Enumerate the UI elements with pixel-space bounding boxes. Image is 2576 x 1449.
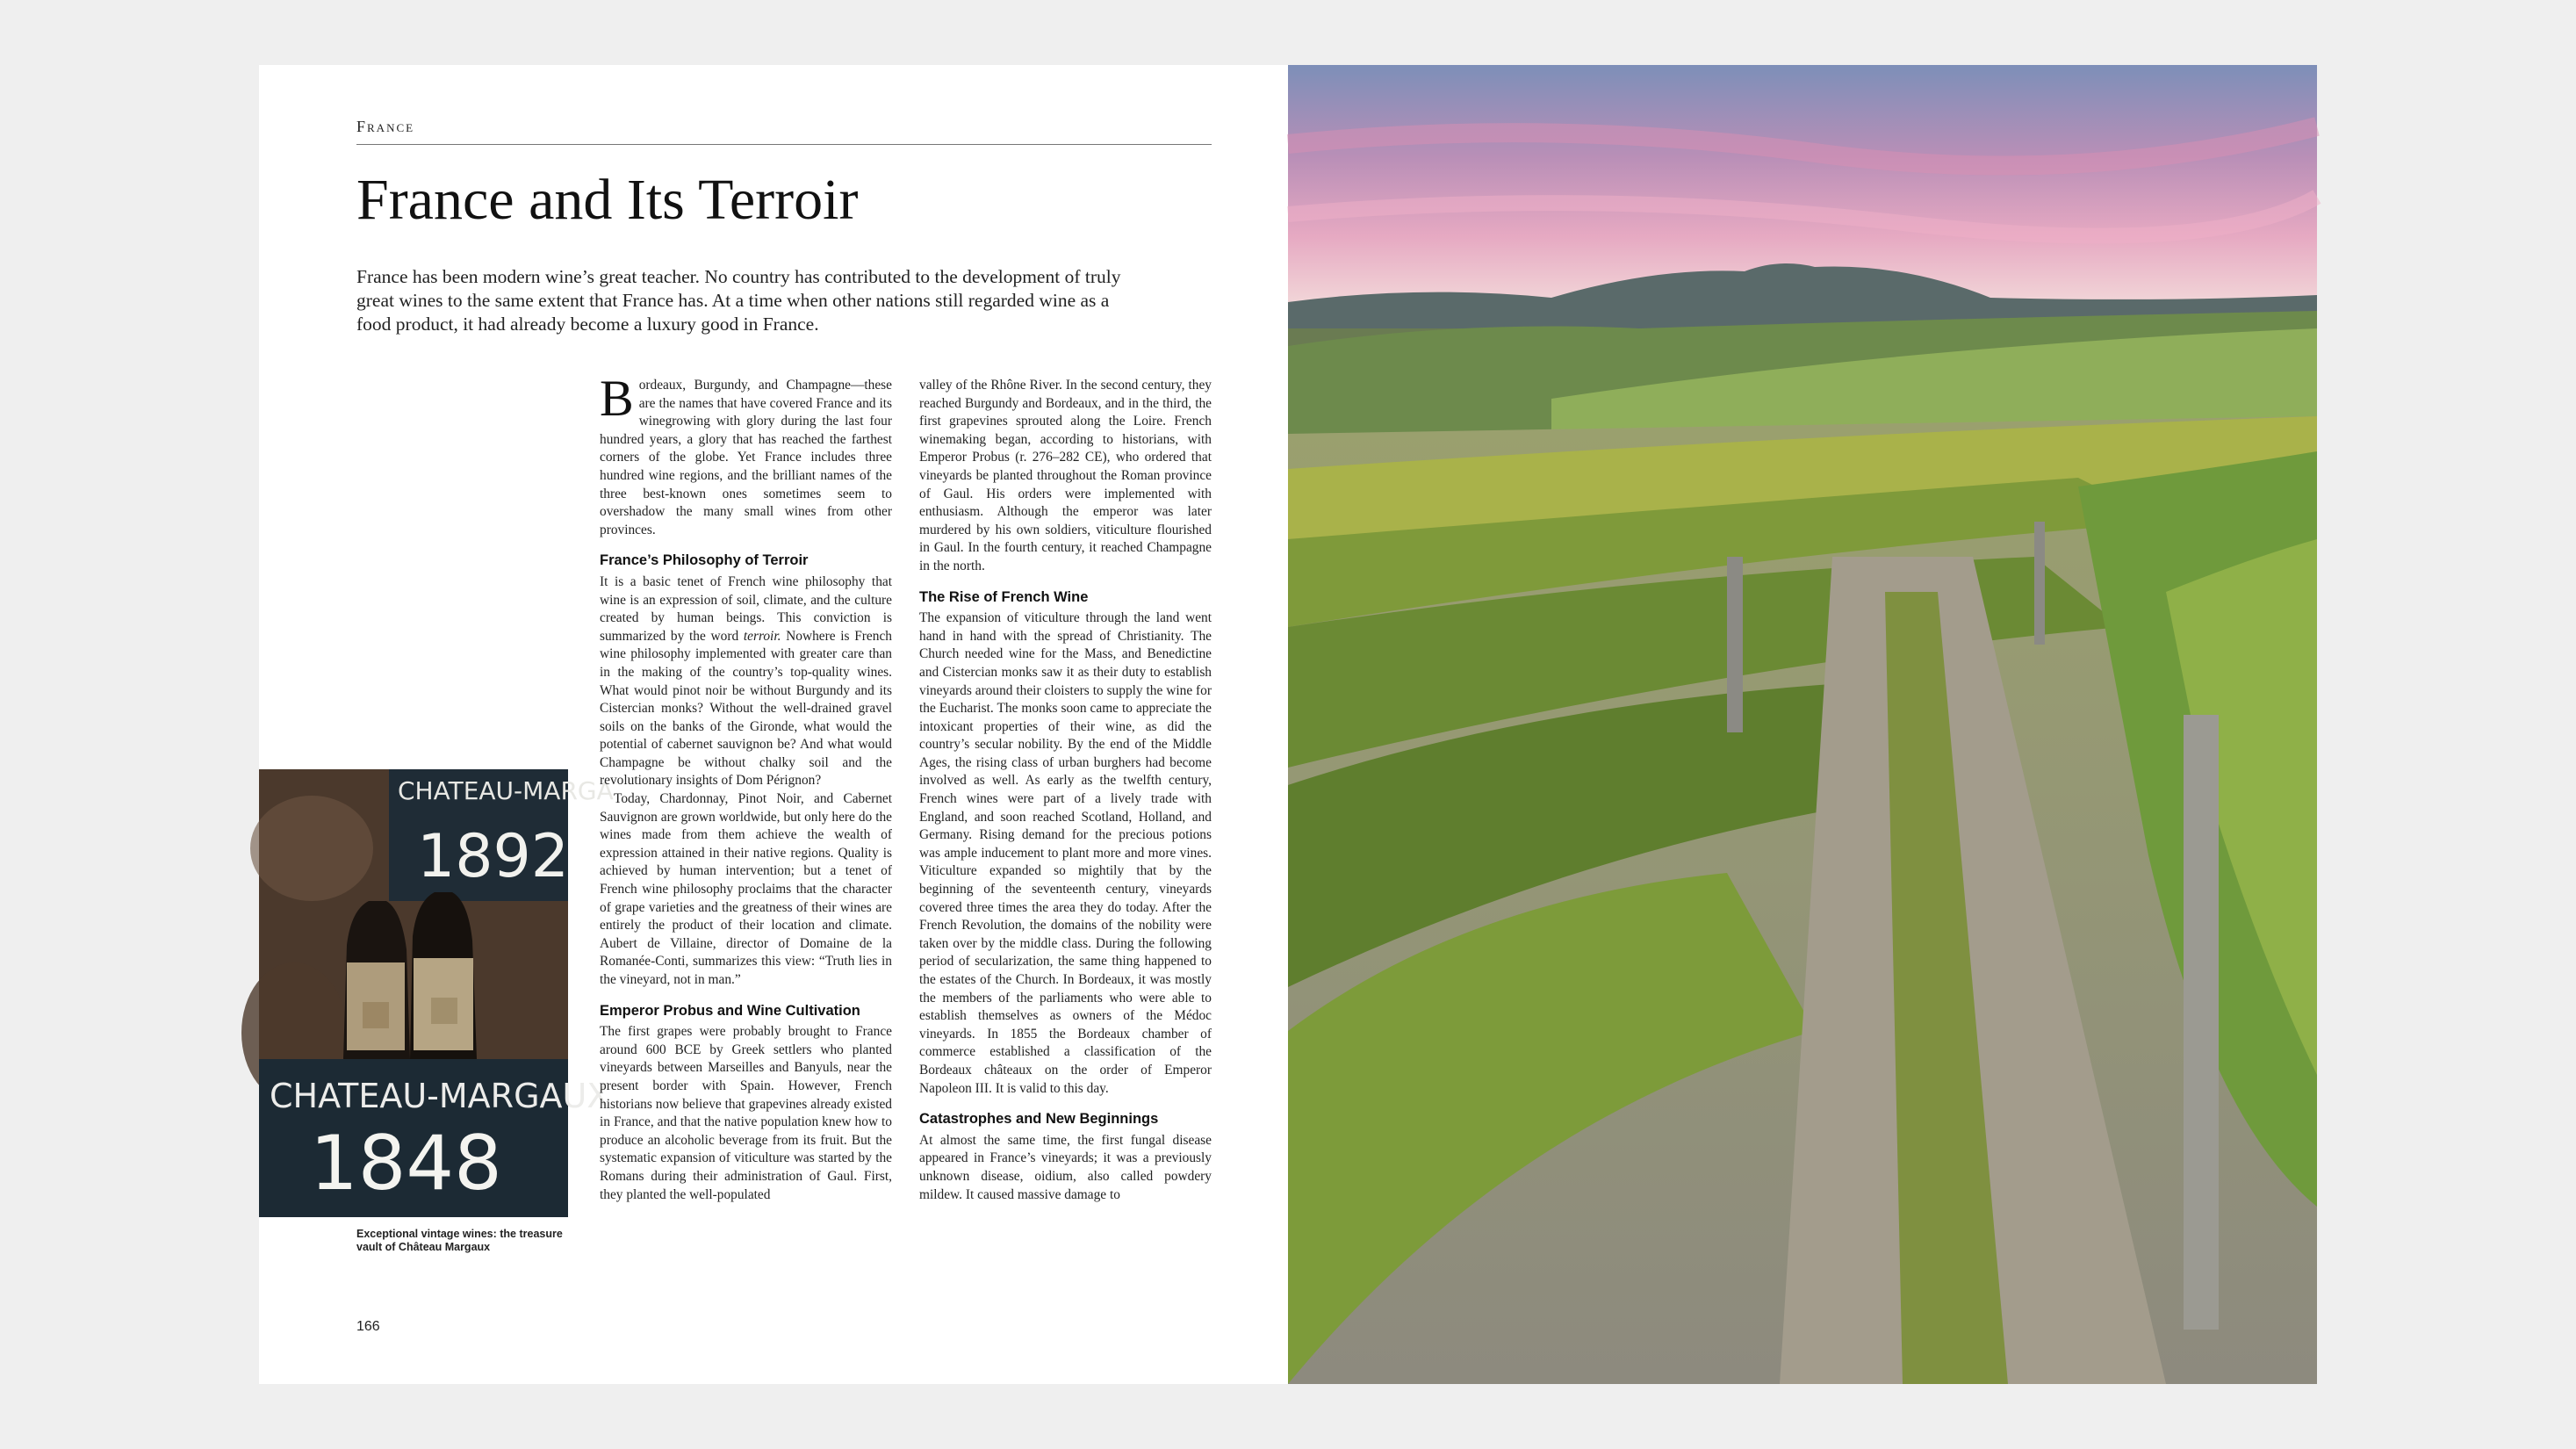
- col1-paragraph-4: The first grapes were probably brought to France around 600 BCE by Greek settlers who planted vineyards between Marseilles and Banyuls, near the present border with Spain. However, French historians now believe that grapevines already existed in France, and that the native population knew how to produce an alcoholic beverage from its fruit. But the systematic expansion of viticulture was started by the Romans during their administration of Gaul. First, they planted the well-populated: [600, 1024, 892, 1202]
- page-number: 166: [356, 1319, 380, 1334]
- header-rule: [356, 144, 1212, 145]
- col2-heading-2: Catastrophes and New Beginnings: [919, 1111, 1159, 1128]
- col2-paragraph-2: The expansion of viticulture through the land went hand in hand with the spread of Christianity. The Church needed wine for the Mass, and Benedictine and Cistercian monks saw it as their duty to establish vineyards around their cloisters to supply the wine for the Eucharist. The monks soon came to appreciate the intoxicant properties of their wine, as did the country’s secular nobility. By the end of the Middle Ages, the rising class of urban burghers had become involved as well. As early as the twelfth century, French wines were part of a lively trade with England, and soon reached Scotland, Holland, and Germany. Rising demand for the precious potions was ample inducement to plant more and more vines. Viticulture expanded so mightily that by the beginning of the seventeenth century, vineyards covered three times the area they do today. After the French Revolution, the domains of the nobility were taken over by the middle class. During the following period of secularization, the same thing happened to the estates of the Church. In Bordeaux, it was mostly the members of the parliaments who were able to establish themselves as owners of the Médoc vineyards. In 1855 the Bordeaux chamber of commerce established a classification of the Bordeaux châteaux on the order of Emperor Napoleon III. It is valid to this day.: [919, 610, 1212, 1096]
- col2-paragraph-3: At almost the same time, the first fungal disease appeared in France’s vineyards; it was a previously unknown disease, oidium, also called powdery mildew. It caused massive damage to: [919, 1132, 1212, 1202]
- col1-heading-2: Emperor Probus and Wine Cultivation: [600, 1002, 860, 1019]
- col2-heading-1: The Rise of French Wine: [919, 588, 1089, 605]
- year-bottom-text: 1848: [310, 1120, 502, 1208]
- drop-cap: B: [600, 370, 634, 427]
- left-page: [259, 65, 1288, 1384]
- label-top-text: CHATEAU-MARGA: [398, 776, 614, 805]
- photo-caption: Exceptional vintage wines: the treasure vault of Château Margaux: [356, 1228, 563, 1253]
- col1-paragraph-2: It is a basic tenet of French wine philosophy that wine is an expression of soil, climate, and the culture created by human beings. This conviction is summarized by the word terroir. Nowhere is French wine philosophy implemented with greater care than in the making of the country’s top-quality wines. What would pinot noir be without Burgundy and its Cistercian monks? Without the well-drained gravel soils on the banks of the Gironde, what would the potential of cabernet sauvignon be? And what would Champagne be without chalky soil and the revolutionary insights of Dom Pérignon?: [600, 573, 892, 789]
- section-label: France: [356, 118, 415, 135]
- lead-paragraph: France has been modern wine’s great teacher. No country has contributed to the development of truly great wines to the same extent that France has. At a time when other nations still regarded wine as a food product, it had already become a luxury good in France.: [356, 266, 1121, 335]
- col2-paragraph-1: valley of the Rhône River. In the second century, they reached Burgundy and Bordeaux, and in the third, the first grapevines sprouted along the Loire. French winemaking began, according to historians, with Emperor Probus (r. 276–282 CE), who ordered that vineyards be planted throughout the Roman province of Gaul. His orders were implemented with enthusiasm. Although the emperor was later murdered by his own soldiers, viticulture flourished in Gaul. In the fourth century, it reached Champagne in the north.: [919, 378, 1212, 573]
- vintage-bottles-photo: [259, 769, 614, 1217]
- col1-paragraph-3: Today, Chardonnay, Pinot Noir, and Cabernet Sauvignon are grown worldwide, but only here do the wines made from them achieve the wealth of expression attained in their native regions. Quality is achieved by human intervention; but a tenet of French wine philosophy proclaims that the character of grape varieties and the greatness of their wines are entirely the product of their location and climate. Aubert de Villaine, director of Domaine de la Romanée-Conti, summarizes this view: “Truth lies in the vineyard, not in man.”: [600, 791, 892, 987]
- col1-heading-1: France’s Philosophy of Terroir: [600, 552, 809, 569]
- text-column-2: [919, 377, 1212, 1204]
- col1-paragraph-1: Bordeaux, Burgundy, and Champagne—these are the names that have covered France and its winegrowing with glory during the last four hundred years, a glory that has reached the farthest corners of the globe. Yet France includes three hundred wine regions, and the brilliant names of the three best-known ones sometimes seem to overshadow the many small wines from other provinces.: [600, 370, 892, 537]
- page-title: France and Its Terroir: [356, 168, 859, 232]
- label-bottom-text: CHATEAU-MARGAUX: [270, 1077, 610, 1115]
- vineyard-photo: [1288, 65, 2317, 1384]
- text-column-1: [600, 370, 892, 1204]
- year-top-text: 1892: [417, 822, 570, 891]
